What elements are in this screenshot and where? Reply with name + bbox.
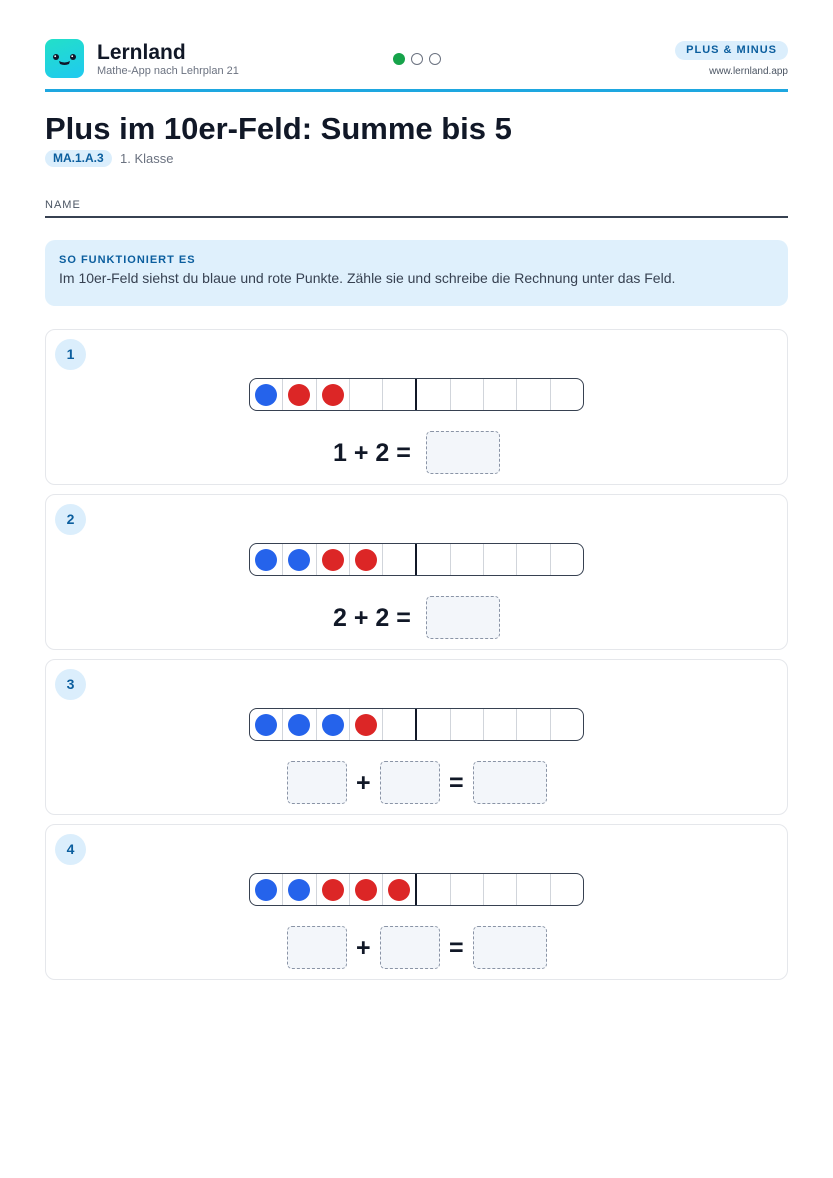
ten-frame-cell [484,874,517,905]
ten-frame-cell [250,379,283,410]
ten-frame-cell [283,379,316,410]
instructions-title: SO FUNKTIONIERT ES [59,254,196,266]
ten-frame-cell [283,544,316,575]
plus-sign: + [356,769,371,797]
ten-frame-cell [517,544,550,575]
brand-subtitle: Mathe-App nach Lehrplan 21 [97,65,239,77]
difficulty-indicator [393,53,441,65]
equation-text: 1 + 2 = [333,439,411,467]
task-card [45,659,788,815]
second-addend-box[interactable] [380,761,440,804]
blue-counter [288,549,310,571]
instructions-box [45,240,788,306]
worksheet-header [45,39,788,79]
equation-text: 2 + 2 = [333,604,411,632]
red-counter [355,549,377,571]
ten-frame-cell [350,709,383,740]
brand-name: Lernland [97,41,186,64]
ten-frame-cell [417,874,450,905]
ten-frame-cell [383,379,417,410]
blue-counter [255,714,277,736]
ten-frame-cell [451,709,484,740]
ten-frame-cell [383,874,417,905]
ten-frame-cell [517,709,550,740]
answer-box[interactable] [426,431,500,474]
task-number: 2 [55,504,86,535]
ten-frame-cell [451,544,484,575]
ten-frame-cell [283,709,316,740]
ten-frame-cell [484,379,517,410]
ten-frame-cell [317,709,350,740]
red-counter [388,879,410,901]
task-card [45,824,788,980]
red-counter [288,384,310,406]
ten-frame-cell [317,379,350,410]
ten-frame-cell [350,379,383,410]
ten-frame-cell [283,874,316,905]
ten-frame [249,873,584,906]
blue-counter [255,879,277,901]
equation [287,926,549,969]
red-counter [355,879,377,901]
second-addend-box[interactable] [380,926,440,969]
grade-label: 1. Klasse [120,151,174,166]
ten-frame-cell [517,379,550,410]
answer-box[interactable] [473,761,547,804]
ten-frame-cell [551,379,583,410]
task-number: 1 [55,339,86,370]
blue-counter [288,714,310,736]
plus-sign: + [356,934,371,962]
ten-frame-cell [484,709,517,740]
ten-frame-cell [317,544,350,575]
lernland-logo-icon [45,39,84,78]
first-addend-box[interactable] [287,926,347,969]
blue-counter [288,879,310,901]
task-number: 4 [55,834,86,865]
ten-frame-cell [451,874,484,905]
ten-frame-cell [417,544,450,575]
ten-frame-cell [250,874,283,905]
ten-frame-cell [350,544,383,575]
difficulty-dot-empty [411,53,423,65]
blue-counter [322,714,344,736]
ten-frame-cell [551,874,583,905]
website-url[interactable]: www.lernland.app [709,66,788,77]
ten-frame-cell [417,709,450,740]
difficulty-dot-empty [429,53,441,65]
ten-frame-cell [451,379,484,410]
equals-sign: = [449,769,464,797]
instructions-text: Im 10er-Feld siehst du blaue und rote Punkte. Zähle sie und schreibe die Rechnung unter das Feld. [59,270,676,286]
blue-counter [255,549,277,571]
ten-frame-cell [383,709,417,740]
ten-frame-cell [517,874,550,905]
worksheet-title: Plus im 10er-Feld: Summe bis 5 [45,111,512,146]
name-label: NAME [45,199,81,211]
ten-frame-cell [250,544,283,575]
ten-frame [249,543,584,576]
equals-sign: = [449,934,464,962]
task-card [45,329,788,485]
answer-box[interactable] [473,926,547,969]
header-divider [45,89,788,92]
equation [287,761,549,804]
ten-frame-cell [317,874,350,905]
ten-frame-cell [350,874,383,905]
task-number: 3 [55,669,86,700]
name-field-line[interactable] [45,216,788,218]
red-counter [322,549,344,571]
red-counter [322,879,344,901]
ten-frame-cell [551,544,583,575]
topic-badge: PLUS & MINUS [675,41,788,60]
blue-counter [255,384,277,406]
ten-frame [249,708,584,741]
curriculum-code-badge: MA.1.A.3 [45,150,112,167]
first-addend-box[interactable] [287,761,347,804]
red-counter [355,714,377,736]
ten-frame-cell [250,709,283,740]
task-card [45,494,788,650]
ten-frame-cell [417,379,450,410]
answer-box[interactable] [426,596,500,639]
ten-frame-cell [551,709,583,740]
ten-frame-cell [383,544,417,575]
red-counter [322,384,344,406]
ten-frame-cell [484,544,517,575]
difficulty-dot-filled [393,53,405,65]
ten-frame [249,378,584,411]
